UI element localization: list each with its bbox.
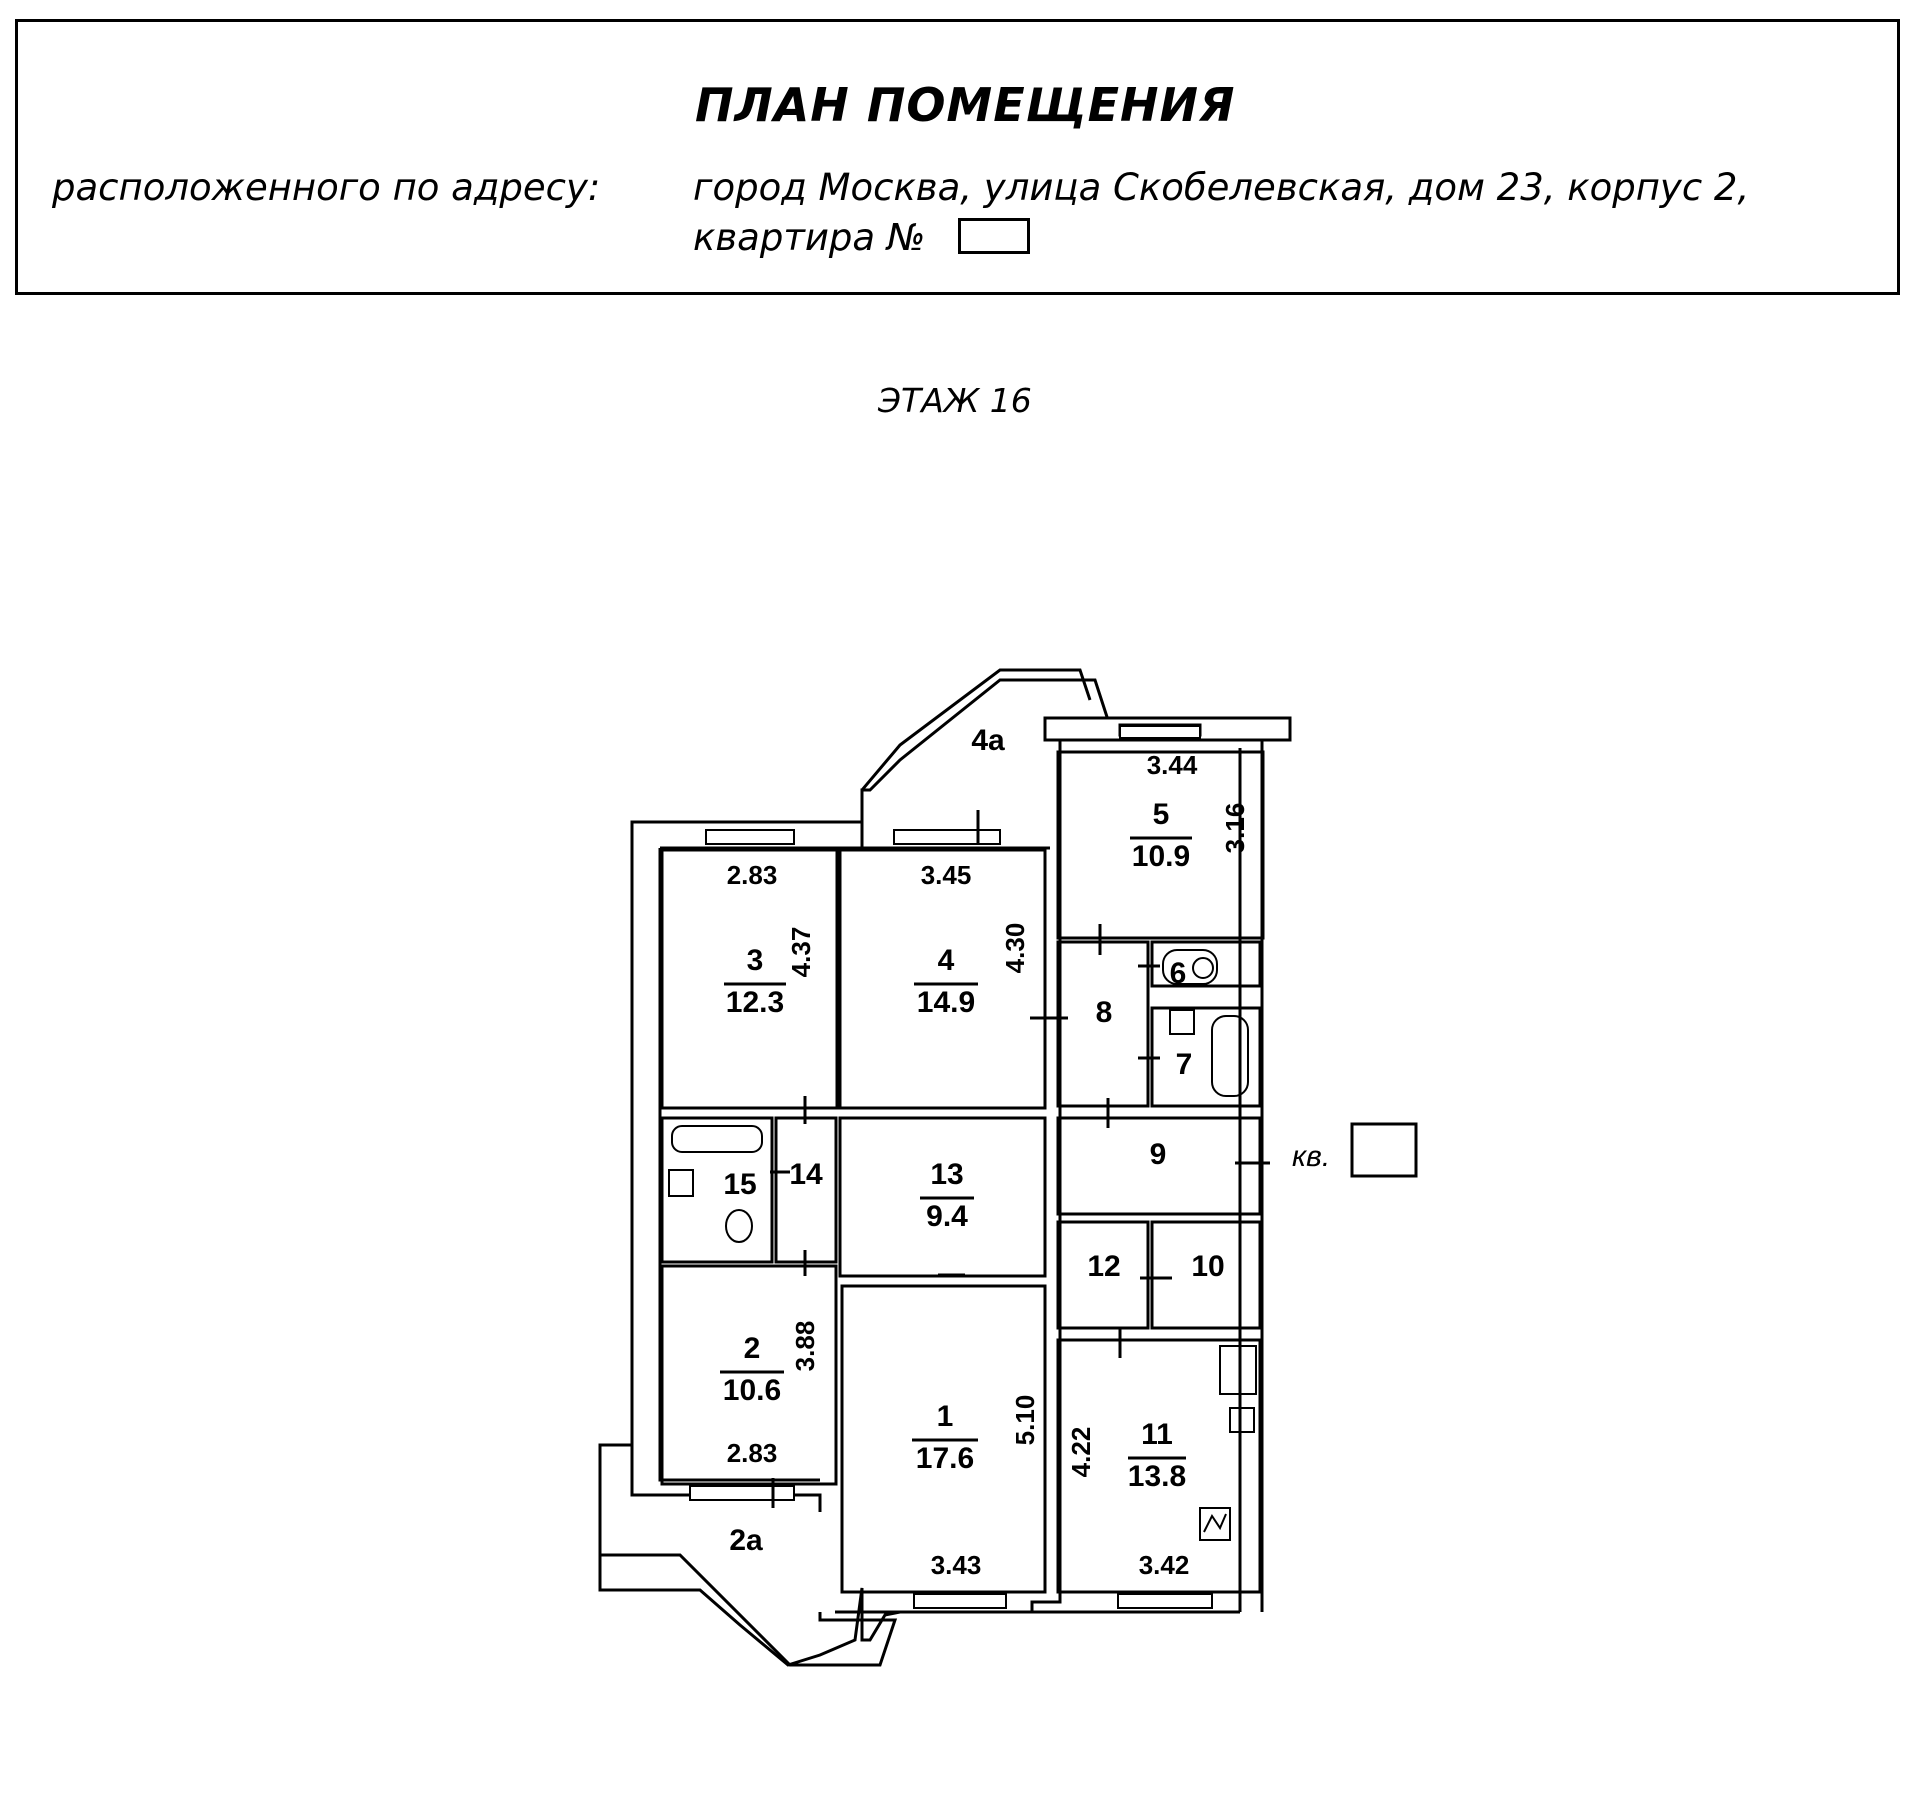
room-area: 13.8 <box>1127 1460 1187 1493</box>
room-number: 2 <box>743 1332 761 1365</box>
room-number: 8 <box>1095 996 1113 1029</box>
room-number: 4 <box>937 944 955 977</box>
apartment-label: квартира № <box>693 216 926 259</box>
dimension: 5.10 <box>1010 1394 1040 1446</box>
room-area: 17.6 <box>915 1442 975 1475</box>
dimension: 3.44 <box>1146 750 1198 780</box>
sink-icon <box>1170 1010 1194 1034</box>
dimension: 3.88 <box>790 1320 820 1372</box>
room-number: 15 <box>723 1168 757 1201</box>
dimension: 3.43 <box>930 1550 982 1580</box>
room-number: 3 <box>746 944 764 977</box>
dimension: 3.45 <box>920 860 972 890</box>
room-number: 13 <box>930 1158 964 1191</box>
room-area: 9.4 <box>926 1200 968 1233</box>
plan-title: ПЛАН ПОМЕЩЕНИЯ <box>695 78 1236 132</box>
room-area: 10.6 <box>722 1374 782 1407</box>
room-number: 12 <box>1087 1250 1121 1283</box>
room-number: 10 <box>1191 1250 1225 1283</box>
room-number: 6 <box>1169 957 1187 990</box>
room-number: 2a <box>729 1524 763 1557</box>
dimension: 4.30 <box>1000 922 1030 974</box>
room-number: 9 <box>1149 1138 1167 1171</box>
sink-icon <box>1230 1408 1254 1432</box>
dimension: 4.22 <box>1066 1426 1096 1478</box>
room-area: 14.9 <box>916 986 976 1019</box>
bathtub-icon <box>1212 1016 1248 1096</box>
bathtub-icon <box>672 1126 762 1152</box>
room-area: 12.3 <box>725 986 785 1019</box>
sink-icon <box>669 1170 693 1196</box>
cabinet-icon <box>1220 1346 1256 1394</box>
room-number: 14 <box>789 1158 823 1191</box>
dimension: 3.42 <box>1138 1550 1190 1580</box>
room-number: 1 <box>936 1400 954 1433</box>
toilet-icon <box>726 1210 752 1242</box>
apartment-tag: кв. <box>1292 1140 1331 1173</box>
stove-icon <box>1200 1508 1230 1540</box>
room-number: 7 <box>1175 1048 1193 1081</box>
room-number: 5 <box>1152 798 1170 831</box>
dimension: 2.83 <box>726 1438 778 1468</box>
apartment-tag-box <box>1352 1124 1416 1176</box>
room-area: 10.9 <box>1131 840 1191 873</box>
dimension: 2.83 <box>726 860 778 890</box>
room-number: 11 <box>1141 1418 1173 1451</box>
dimension: 4.37 <box>786 926 816 978</box>
dimension: 3.16 <box>1220 802 1250 854</box>
floor-label: ЭТАЖ 16 <box>878 381 1032 420</box>
address-text: город Москва, улица Скобелевская, дом 23, корпус 2, <box>693 166 1750 209</box>
room-number: 4a <box>971 724 1005 757</box>
address-label: расположенного по адресу: <box>52 166 601 209</box>
